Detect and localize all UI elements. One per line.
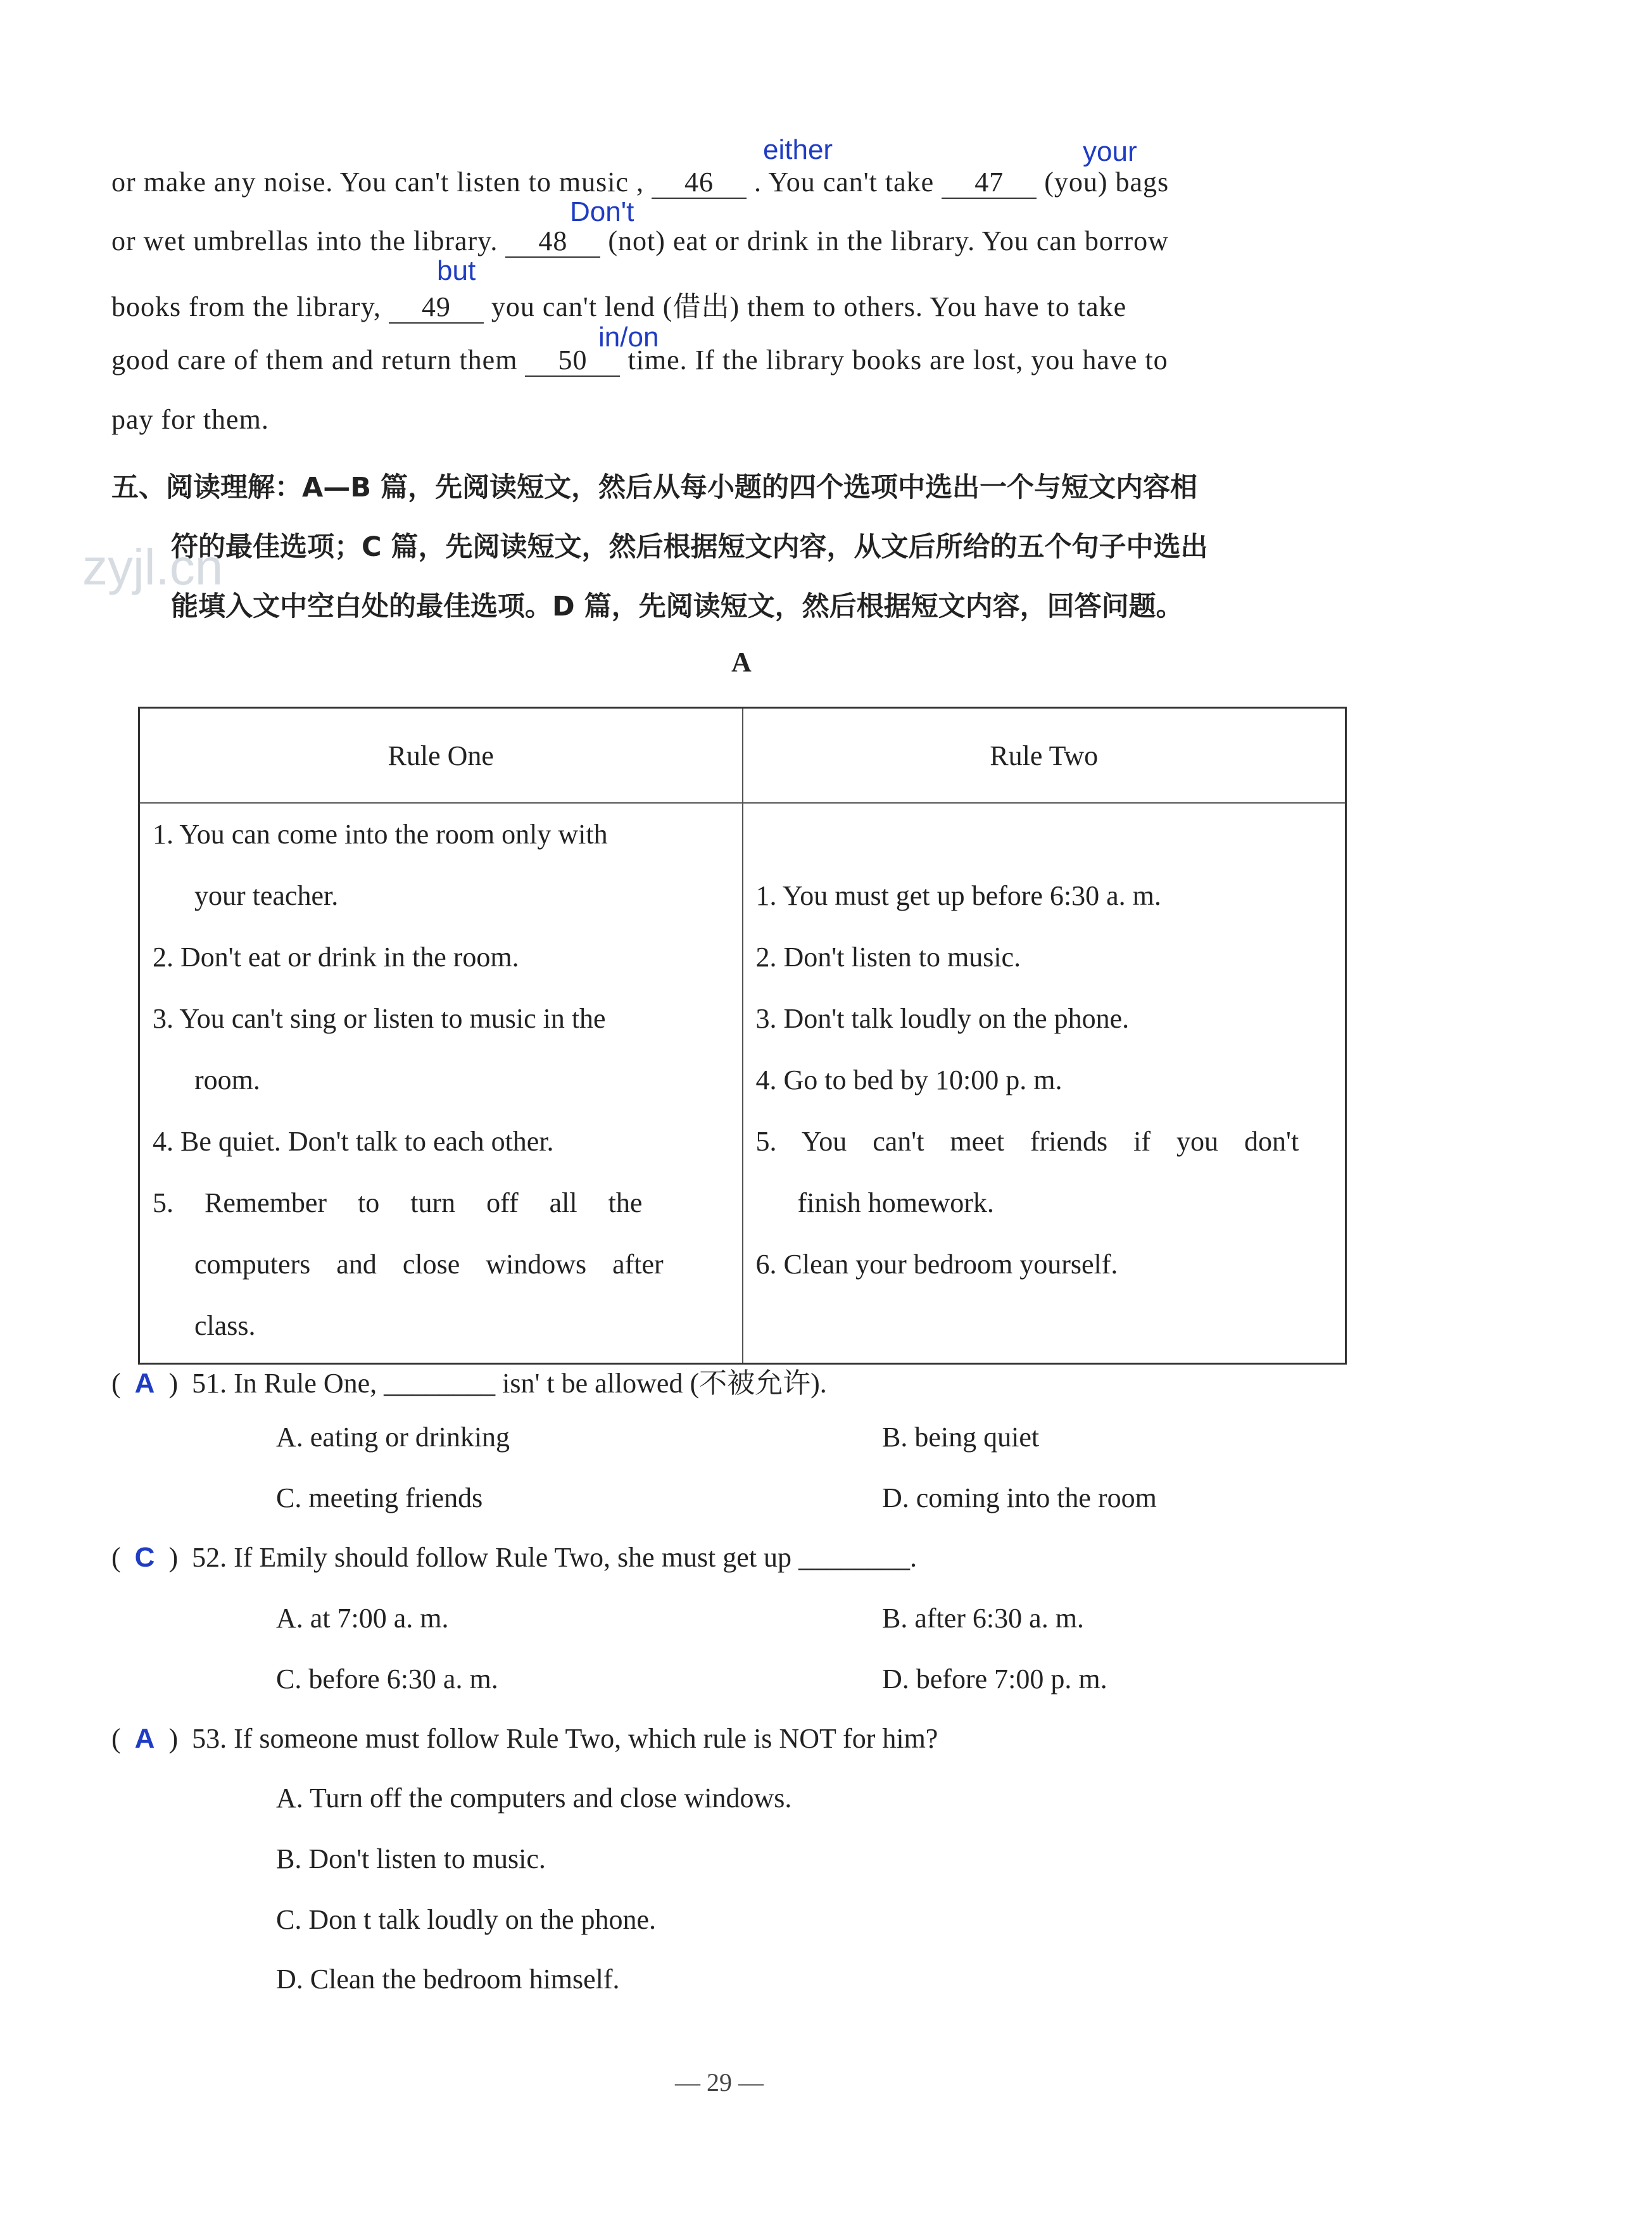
text: you can't lend (借出) them to others. You have to take	[491, 291, 1127, 322]
question-53: ( A ) 53. If someone must follow Rule Two, which rule is NOT for him?	[111, 1723, 938, 1754]
option-52-b: B. after 6:30 a. m.	[882, 1603, 1084, 1634]
blank-50: 50	[525, 345, 620, 377]
rule-one-line: 3. You can't sing or listen to music in the	[153, 1003, 606, 1034]
rule-two-line: 1. You must get up before 6:30 a. m.	[755, 880, 1161, 911]
passage-line-3	[111, 284, 1126, 324]
option-51-b: B. being quiet	[882, 1422, 1040, 1453]
option-53-c: C. Don t talk loudly on the phone.	[276, 1904, 657, 1935]
section-title-line-2: 符的最佳选项；C 篇，先阅读短文，然后根据短文内容，从文后所给的五个句子中选出	[171, 531, 1208, 563]
rule-two-line: 2. Don't listen to music.	[755, 942, 1021, 973]
handwritten-answer-46: either	[763, 134, 833, 165]
handwritten-answer-47: your	[1083, 136, 1137, 167]
blank-48: 48	[505, 226, 600, 258]
passage-line-1	[111, 166, 1169, 199]
option-52-c: C. before 6:30 a. m.	[276, 1663, 498, 1694]
rule-two-line: 3. Don't talk loudly on the phone.	[755, 1003, 1130, 1034]
handwritten-answer-49: but	[437, 255, 476, 286]
text: or make any noise. You can't listen to music ,	[111, 167, 644, 198]
text: (not) eat or drink in the library. You can borrow	[608, 225, 1169, 256]
option-53-a: A. Turn off the computers and close windows.	[276, 1783, 792, 1814]
rule-one-line: class.	[194, 1310, 256, 1341]
rules-table	[138, 707, 1347, 1365]
rule-two-cell	[743, 803, 1346, 1364]
passage-line-5: pay for them.	[111, 404, 269, 435]
rule-one-line: 2. Don't eat or drink in the room.	[153, 942, 519, 973]
rule-one-line: your teacher.	[194, 880, 339, 911]
text: (you) bags	[1044, 167, 1170, 198]
option-51-c: C. meeting friends	[276, 1482, 483, 1513]
question-52-stem: 52. If Emily should follow Rule Two, she must get up ________.	[192, 1542, 917, 1573]
question-51: ( A ) 51. In Rule One, ________ isn' t be allowed (不被允许).	[111, 1368, 827, 1399]
watermark: zyjl.cn	[82, 539, 224, 595]
rule-two-line: 5. You can't meet friends if you don't	[755, 1126, 1299, 1157]
answer-53: A	[134, 1723, 155, 1754]
rule-two-line: finish homework.	[797, 1187, 994, 1218]
blank-47: 47	[942, 167, 1037, 199]
option-53-d: D. Clean the bedroom himself.	[276, 1964, 620, 1995]
answer-51: A	[134, 1368, 155, 1399]
rule-two-line: 4. Go to bed by 10:00 p. m.	[755, 1064, 1062, 1095]
text: books from the library,	[111, 291, 381, 322]
handwritten-answer-50: in/on	[598, 322, 659, 353]
blank-46: 46	[652, 167, 747, 199]
rule-one-line: 5. Remember to turn off all the	[153, 1187, 643, 1218]
blank-49: 49	[389, 292, 484, 324]
question-53-stem: 53. If someone must follow Rule Two, which rule is NOT for him?	[192, 1723, 938, 1754]
option-53-b: B. Don't listen to music.	[276, 1843, 546, 1874]
rule-one-line: 4. Be quiet. Don't talk to each other.	[153, 1126, 554, 1157]
header-rule-two: Rule Two	[743, 708, 1346, 804]
option-51-d: D. coming into the room	[882, 1482, 1157, 1513]
text: . You can't take	[753, 167, 935, 198]
rule-one-line: 1. You can come into the room only with	[153, 819, 608, 850]
rule-one-cell	[139, 803, 743, 1364]
passage-line-2	[111, 225, 1169, 258]
rule-one-line: room.	[194, 1064, 260, 1095]
passage-line-4	[111, 344, 1168, 377]
option-51-a: A. eating or drinking	[276, 1422, 510, 1453]
option-52-d: D. before 7:00 p. m.	[882, 1663, 1107, 1694]
header-rule-one: Rule One	[139, 708, 743, 804]
section-title-line-1: 五、阅读理解：A—B 篇，先阅读短文，然后从每小题的四个选项中选出一个与短文内容相	[111, 472, 1198, 503]
question-52: ( C ) 52. If Emily should follow Rule Two, she must get up ________.	[111, 1542, 917, 1573]
handwritten-answer-48: Don't	[570, 196, 634, 227]
page-number: — 29 —	[675, 2068, 764, 2097]
rule-two-line: 6. Clean your bedroom yourself.	[755, 1249, 1118, 1280]
rule-one-line: computers and close windows after	[194, 1249, 664, 1280]
question-51-stem: 51. In Rule One, ________ isn' t be allowed (不被允许).	[192, 1368, 827, 1399]
answer-52: C	[134, 1542, 155, 1573]
section-title-line-3: 能填入文中空白处的最佳选项。D 篇，先阅读短文，然后根据短文内容，回答问题。	[171, 591, 1183, 622]
text: or wet umbrellas into the library.	[111, 225, 498, 256]
part-label: A	[731, 647, 752, 678]
option-52-a: A. at 7:00 a. m.	[276, 1603, 449, 1634]
text: good care of them and return them	[111, 344, 518, 375]
text: time. If the library books are lost, you have to	[627, 344, 1168, 375]
